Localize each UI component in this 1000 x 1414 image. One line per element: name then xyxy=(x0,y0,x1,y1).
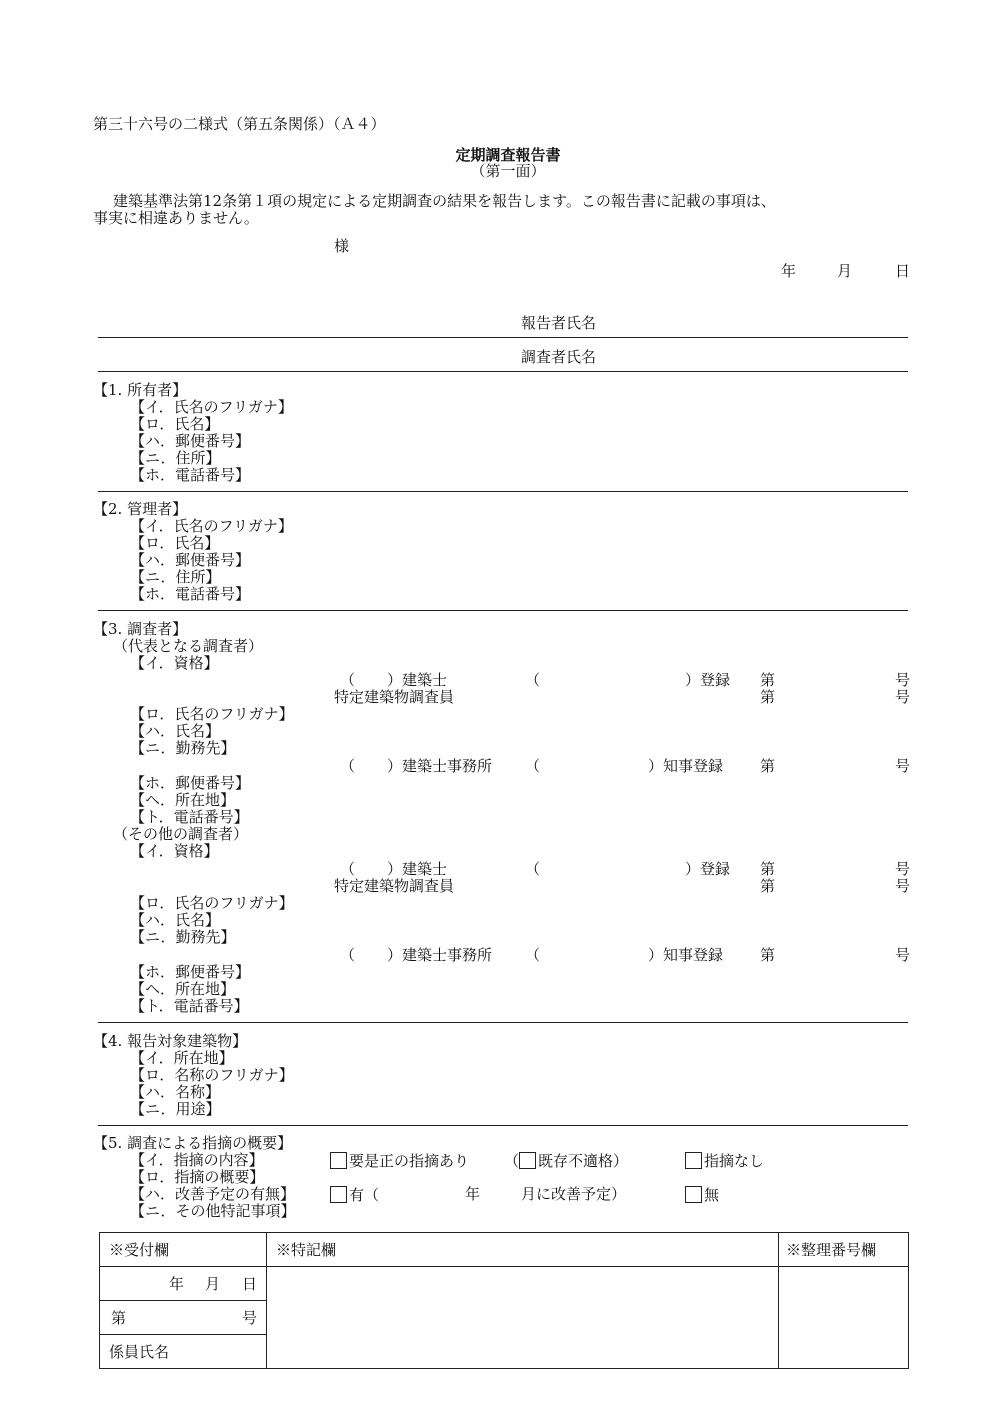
improvement-plan-label: 【ハ．改善予定の有無】 xyxy=(130,1185,296,1203)
building-kana-label: 【ロ．名称のフリガナ】 xyxy=(130,1066,294,1084)
improvement-year-label: 年 xyxy=(465,1185,481,1203)
no-findings-checkbox[interactable] xyxy=(685,1152,702,1169)
correction-checkbox[interactable] xyxy=(330,1152,347,1169)
column-divider xyxy=(778,1232,779,1369)
divider xyxy=(98,337,908,338)
section-findings-heading: 【5. 調査による指摘の概要】 xyxy=(93,1134,293,1152)
page-subtitle: （第一面） xyxy=(470,162,546,180)
inspector-name-label: 調査者氏名 xyxy=(521,348,597,366)
owner-name-label: 【ロ．氏名】 xyxy=(130,415,220,433)
other-workplace-label: 【ニ．勤務先】 xyxy=(130,928,236,946)
manager-postal-label: 【ハ．郵便番号】 xyxy=(130,551,251,569)
form-number: 第三十六号の二様式（第五条関係）（Ａ４） xyxy=(93,115,386,133)
existing-option[interactable] xyxy=(504,1152,628,1170)
other-kana-label: 【ロ．氏名のフリガナ】 xyxy=(130,894,294,912)
existing-nonconforming-label: 既存不適格） xyxy=(538,1152,629,1170)
divider xyxy=(98,1022,908,1023)
paren-open: （ xyxy=(525,860,541,878)
improvement-yes-checkbox[interactable] xyxy=(330,1186,347,1203)
number-suffix: 号 xyxy=(895,757,911,775)
owner-address-label: 【ニ．住所】 xyxy=(130,449,221,467)
correction-label: 要是正の指摘あり xyxy=(349,1152,470,1170)
number-prefix: 第 xyxy=(760,688,776,706)
paren-open: （ xyxy=(340,860,356,878)
table-header-divider xyxy=(99,1266,909,1267)
number-suffix: 号 xyxy=(895,671,911,689)
divider xyxy=(98,371,908,372)
other-name-label: 【ハ．氏名】 xyxy=(130,911,221,929)
divider xyxy=(98,491,908,492)
registration-label: ）登録 xyxy=(685,860,731,878)
improvement-month-label: 月に改善予定） xyxy=(521,1185,627,1203)
number-prefix: 第 xyxy=(760,671,776,689)
building-name-label: 【ハ．名称】 xyxy=(130,1083,221,1101)
reporter-name-label: 報告者氏名 xyxy=(521,314,597,332)
owner-kana-label: 【イ．氏名のフリガナ】 xyxy=(130,398,293,416)
improvement-yes-label: 有（ xyxy=(349,1186,380,1204)
number-suffix: 号 xyxy=(895,877,911,895)
improvement-no-checkbox[interactable] xyxy=(685,1186,702,1203)
improvement-no-label: 無 xyxy=(704,1186,720,1204)
number-prefix: 第 xyxy=(760,946,776,964)
correction-option[interactable] xyxy=(330,1152,469,1170)
section-manager-heading: 【2. 管理者】 xyxy=(93,500,188,518)
owner-postal-label: 【ハ．郵便番号】 xyxy=(130,432,251,450)
rep-location-label: 【ヘ．所在地】 xyxy=(130,791,236,809)
rep-postal-label: 【ホ．郵便番号】 xyxy=(130,774,251,792)
section-inspector-heading: 【3. 調査者】 xyxy=(93,620,188,638)
findings-content-label: 【イ．指摘の内容】 xyxy=(130,1151,264,1169)
registration-label: ）登録 xyxy=(685,671,731,689)
paren-open: （ xyxy=(504,1152,520,1170)
number-prefix: 第 xyxy=(760,757,776,775)
row-divider xyxy=(99,1334,266,1335)
other-location-label: 【ヘ．所在地】 xyxy=(130,980,236,998)
other-qualification-label: 【イ．資格】 xyxy=(130,842,219,860)
reception-number-suffix: 号 xyxy=(242,1309,258,1327)
reception-month-label: 月 xyxy=(205,1275,221,1293)
number-prefix: 第 xyxy=(760,877,776,895)
statement-line-1: 建築基準法第12条第１項の規定による定期調査の結果を報告します。この報告書に記載の事項は、 xyxy=(113,192,776,210)
rep-phone-label: 【ト．電話番号】 xyxy=(130,808,249,826)
row-divider xyxy=(99,1300,266,1301)
date-month-label: 月 xyxy=(837,262,853,280)
reception-header: ※受付欄 xyxy=(109,1241,170,1259)
number-prefix: 第 xyxy=(760,860,776,878)
date-day-label: 日 xyxy=(895,262,911,280)
building-use-label: 【ニ．用途】 xyxy=(130,1100,221,1118)
other-inspector-label: （その他の調査者） xyxy=(113,825,249,843)
no-findings-option[interactable] xyxy=(685,1152,764,1170)
reception-number-prefix: 第 xyxy=(111,1309,127,1327)
divider xyxy=(98,1125,908,1126)
paren-open: （ xyxy=(340,946,356,964)
manager-address-label: 【ニ．住所】 xyxy=(130,568,221,586)
file-number-header: ※整理番号欄 xyxy=(786,1241,877,1259)
paren-open: （ xyxy=(525,671,541,689)
section-building-heading: 【4. 報告対象建築物】 xyxy=(93,1032,248,1050)
architect-class-label: ）建築士 xyxy=(387,860,448,878)
reception-year-label: 年 xyxy=(169,1275,185,1293)
other-phone-label: 【ト．電話番号】 xyxy=(130,997,249,1015)
rep-name-label: 【ハ．氏名】 xyxy=(130,722,221,740)
improvement-yes-option[interactable] xyxy=(330,1186,379,1204)
remarks-header: ※特記欄 xyxy=(276,1241,337,1259)
office-label: ）建築士事務所 xyxy=(387,757,493,775)
rep-inspector-label: （代表となる調査者） xyxy=(113,637,264,655)
other-remarks-label: 【ニ．その他特記事項】 xyxy=(130,1202,296,1220)
manager-name-label: 【ロ．氏名】 xyxy=(130,534,220,552)
date-year-label: 年 xyxy=(781,262,797,280)
staff-name-label: 係員氏名 xyxy=(109,1343,170,1361)
building-location-label: 【イ．所在地】 xyxy=(130,1049,234,1067)
statement-line-2: 事実に相違ありません。 xyxy=(93,209,259,227)
no-findings-label: 指摘なし xyxy=(704,1152,765,1170)
governor-registration-label: ）知事登録 xyxy=(648,757,724,775)
addressee-suffix: 様 xyxy=(334,237,350,255)
paren-open: （ xyxy=(525,946,541,964)
number-suffix: 号 xyxy=(895,688,911,706)
reception-day-label: 日 xyxy=(242,1275,258,1293)
rep-workplace-label: 【ニ．勤務先】 xyxy=(130,739,236,757)
number-suffix: 号 xyxy=(895,860,911,878)
office-label: ）建築士事務所 xyxy=(387,946,493,964)
section-owner-heading: 【1. 所有者】 xyxy=(93,381,188,399)
improvement-no-option[interactable] xyxy=(685,1186,719,1204)
manager-kana-label: 【イ．氏名のフリガナ】 xyxy=(130,517,293,535)
other-postal-label: 【ホ．郵便番号】 xyxy=(130,963,251,981)
governor-registration-label: ）知事登録 xyxy=(648,946,724,964)
divider xyxy=(98,610,908,611)
number-suffix: 号 xyxy=(895,946,911,964)
special-inspector-label: 特定建築物調査員 xyxy=(334,877,455,895)
manager-phone-label: 【ホ．電話番号】 xyxy=(130,585,251,603)
findings-summary-label: 【ロ．指摘の概要】 xyxy=(130,1168,265,1186)
paren-open: （ xyxy=(340,757,356,775)
paren-open: （ xyxy=(340,671,356,689)
owner-phone-label: 【ホ．電話番号】 xyxy=(130,466,251,484)
paren-open: （ xyxy=(525,757,541,775)
page-title: 定期調査報告書 xyxy=(455,146,561,164)
architect-class-label: ）建築士 xyxy=(387,671,448,689)
rep-qualification-label: 【イ．資格】 xyxy=(130,654,219,672)
special-inspector-label: 特定建築物調査員 xyxy=(334,688,455,706)
rep-kana-label: 【ロ．氏名のフリガナ】 xyxy=(130,705,294,723)
column-divider xyxy=(266,1232,267,1369)
existing-nonconforming-checkbox[interactable] xyxy=(519,1152,536,1169)
